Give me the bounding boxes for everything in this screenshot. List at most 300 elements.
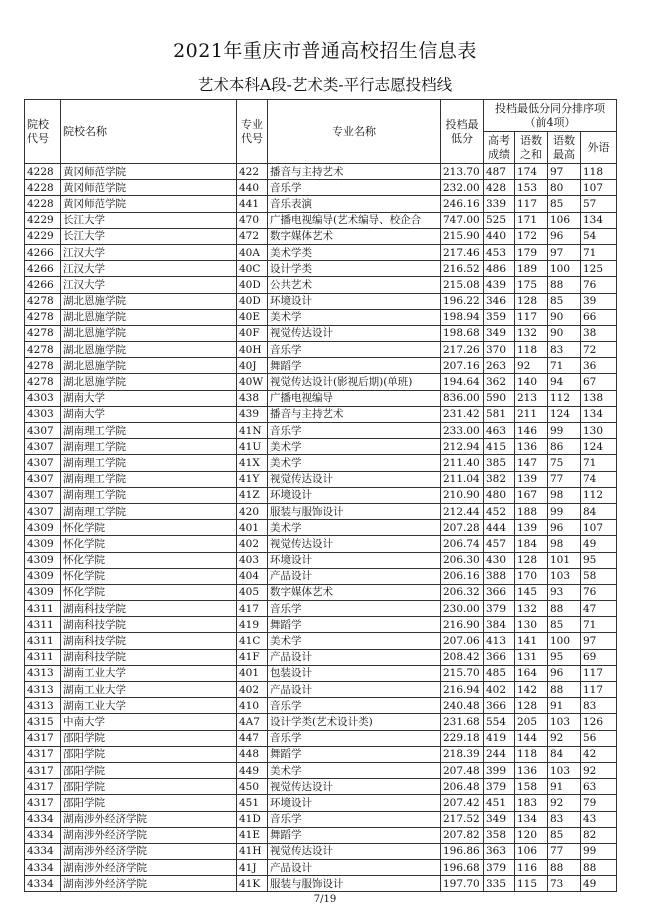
cell-gk: 402 (484, 682, 515, 698)
table-row (25, 746, 617, 762)
cell-school-code: 4229 (25, 212, 61, 228)
table-row (25, 520, 617, 536)
cell-yw-sum: 120 (515, 827, 548, 843)
cell-school-name: 怀化学院 (61, 520, 237, 536)
cell-min-score: 196.86 (441, 843, 484, 859)
cell-yw-max: 85 (548, 617, 581, 633)
cell-major-code: 417 (237, 601, 268, 617)
cell-school-name: 湖南涉外经济学院 (61, 827, 237, 843)
cell-school-code: 4317 (25, 762, 61, 778)
table-row (25, 714, 617, 730)
cell-yw-max: 75 (548, 455, 581, 471)
cell-wy: 97 (581, 633, 617, 649)
cell-gk: 346 (484, 293, 515, 309)
cell-school-name: 湖南理工学院 (61, 471, 237, 487)
cell-yw-sum: 142 (515, 682, 548, 698)
cell-min-score: 232.00 (441, 180, 484, 196)
table-row (25, 827, 617, 843)
cell-yw-sum: 164 (515, 665, 548, 681)
header-gk: 高考成绩 (484, 132, 515, 164)
cell-min-score: 215.70 (441, 665, 484, 681)
cell-major-code: 404 (237, 568, 268, 584)
cell-school-code: 4315 (25, 714, 61, 730)
cell-yw-sum: 213 (515, 390, 548, 406)
cell-school-name: 邵阳学院 (61, 779, 237, 795)
cell-major-name: 服装与服饰设计 (268, 876, 441, 892)
cell-school-code: 4228 (25, 164, 61, 180)
cell-min-score: 231.68 (441, 714, 484, 730)
cell-yw-max: 88 (548, 860, 581, 876)
cell-yw-sum: 117 (515, 196, 548, 212)
cell-yw-sum: 115 (515, 876, 548, 892)
cell-major-code: 40J (237, 358, 268, 374)
cell-major-code: 447 (237, 730, 268, 746)
cell-gk: 457 (484, 536, 515, 552)
cell-yw-max: 91 (548, 779, 581, 795)
cell-school-name: 湖南涉外经济学院 (61, 811, 237, 827)
cell-major-name: 设计学类(艺术设计类) (268, 714, 441, 730)
cell-school-code: 4307 (25, 439, 61, 455)
cell-major-code: 4A7 (237, 714, 268, 730)
cell-yw-sum: 128 (515, 293, 548, 309)
cell-yw-max: 106 (548, 212, 581, 228)
table-row (25, 876, 617, 892)
cell-gk: 415 (484, 439, 515, 455)
cell-major-name: 音乐学 (268, 423, 441, 439)
cell-min-score: 207.06 (441, 633, 484, 649)
cell-major-code: 472 (237, 228, 268, 244)
cell-min-score: 197.70 (441, 876, 484, 892)
cell-yw-sum: 146 (515, 423, 548, 439)
cell-major-code: 450 (237, 779, 268, 795)
cell-school-code: 4309 (25, 536, 61, 552)
cell-school-name: 湖南涉外经济学院 (61, 843, 237, 859)
cell-yw-sum: 184 (515, 536, 548, 552)
cell-major-code: 41F (237, 649, 268, 665)
cell-yw-max: 91 (548, 698, 581, 714)
cell-major-code: 41J (237, 860, 268, 876)
cell-major-name: 音乐学 (268, 601, 441, 617)
table-row (25, 455, 617, 471)
table-row (25, 196, 617, 212)
cell-wy: 54 (581, 228, 617, 244)
cell-gk: 385 (484, 455, 515, 471)
cell-major-code: 40F (237, 325, 268, 341)
cell-wy: 43 (581, 811, 617, 827)
cell-school-name: 怀化学院 (61, 584, 237, 600)
table-row (25, 860, 617, 876)
cell-school-name: 邵阳学院 (61, 762, 237, 778)
cell-yw-max: 73 (548, 876, 581, 892)
cell-school-name: 黄冈师范学院 (61, 164, 237, 180)
cell-school-name: 湖南大学 (61, 406, 237, 422)
cell-yw-sum: 134 (515, 811, 548, 827)
cell-wy: 49 (581, 536, 617, 552)
cell-yw-max: 92 (548, 730, 581, 746)
table-row (25, 503, 617, 519)
cell-wy: 42 (581, 746, 617, 762)
cell-yw-max: 94 (548, 374, 581, 390)
cell-gk: 366 (484, 584, 515, 600)
table-body (25, 164, 617, 892)
cell-major-name: 视觉传达设计 (268, 779, 441, 795)
page-title: 2021年重庆市普通高校招生信息表 (173, 40, 477, 62)
cell-major-name: 舞蹈学 (268, 358, 441, 374)
cell-school-name: 湖北恩施学院 (61, 358, 237, 374)
table-row (25, 228, 617, 244)
cell-major-name: 美术学 (268, 455, 441, 471)
cell-major-name: 美术学 (268, 309, 441, 325)
cell-wy: 49 (581, 876, 617, 892)
cell-major-code: 410 (237, 698, 268, 714)
table-row (25, 730, 617, 746)
cell-yw-max: 98 (548, 536, 581, 552)
cell-school-name: 湖南科技学院 (61, 649, 237, 665)
cell-min-score: 212.94 (441, 439, 484, 455)
page-subtitle: 艺术本科A段-艺术类-平行志愿投档线 (197, 76, 453, 94)
table-row (25, 471, 617, 487)
cell-wy: 66 (581, 309, 617, 325)
cell-school-code: 4307 (25, 455, 61, 471)
cell-school-code: 4317 (25, 795, 61, 811)
cell-yw-sum: 158 (515, 779, 548, 795)
cell-school-name: 湖北恩施学院 (61, 325, 237, 341)
table-row (25, 212, 617, 228)
cell-yw-sum: 139 (515, 520, 548, 536)
cell-major-name: 舞蹈学 (268, 617, 441, 633)
cell-gk: 366 (484, 649, 515, 665)
cell-major-code: 41U (237, 439, 268, 455)
table-row (25, 811, 617, 827)
cell-gk: 486 (484, 261, 515, 277)
cell-gk: 370 (484, 342, 515, 358)
cell-yw-max: 83 (548, 342, 581, 358)
cell-gk: 439 (484, 277, 515, 293)
cell-min-score: 229.18 (441, 730, 484, 746)
cell-wy: 57 (581, 196, 617, 212)
cell-wy: 125 (581, 261, 617, 277)
cell-school-code: 4313 (25, 682, 61, 698)
cell-min-score: 233.00 (441, 423, 484, 439)
cell-major-name: 产品设计 (268, 860, 441, 876)
cell-school-code: 4307 (25, 423, 61, 439)
cell-major-code: 41X (237, 455, 268, 471)
cell-yw-max: 71 (548, 358, 581, 374)
cell-major-name: 美术学类 (268, 244, 441, 260)
cell-major-code: 449 (237, 762, 268, 778)
cell-min-score: 196.68 (441, 860, 484, 876)
cell-yw-max: 84 (548, 746, 581, 762)
cell-min-score: 213.70 (441, 164, 484, 180)
cell-major-code: 448 (237, 746, 268, 762)
table-row (25, 390, 617, 406)
cell-yw-sum: 136 (515, 762, 548, 778)
cell-major-code: 403 (237, 552, 268, 568)
cell-gk: 485 (484, 665, 515, 681)
cell-school-name: 湖南科技学院 (61, 633, 237, 649)
cell-school-code: 4278 (25, 309, 61, 325)
cell-yw-sum: 116 (515, 860, 548, 876)
cell-wy: 82 (581, 827, 617, 843)
cell-school-name: 湖南理工学院 (61, 439, 237, 455)
cell-gk: 379 (484, 601, 515, 617)
cell-gk: 263 (484, 358, 515, 374)
cell-school-code: 4266 (25, 277, 61, 293)
cell-yw-sum: 118 (515, 342, 548, 358)
cell-yw-max: 88 (548, 601, 581, 617)
cell-gk: 452 (484, 503, 515, 519)
cell-gk: 525 (484, 212, 515, 228)
cell-major-name: 公共艺术 (268, 277, 441, 293)
cell-yw-max: 96 (548, 665, 581, 681)
cell-min-score: 216.52 (441, 261, 484, 277)
cell-wy: 126 (581, 714, 617, 730)
cell-school-name: 湖南理工学院 (61, 503, 237, 519)
cell-gk: 430 (484, 552, 515, 568)
cell-major-name: 美术学 (268, 520, 441, 536)
cell-yw-sum: 145 (515, 584, 548, 600)
cell-min-score: 216.94 (441, 682, 484, 698)
cell-yw-sum: 179 (515, 244, 548, 260)
cell-gk: 453 (484, 244, 515, 260)
cell-school-code: 4334 (25, 860, 61, 876)
cell-yw-max: 103 (548, 762, 581, 778)
cell-major-code: 40W (237, 374, 268, 390)
table-row (25, 536, 617, 552)
cell-school-name: 湖北恩施学院 (61, 293, 237, 309)
cell-yw-max: 98 (548, 487, 581, 503)
cell-school-code: 4313 (25, 665, 61, 681)
cell-yw-sum: 211 (515, 406, 548, 422)
table-row (25, 244, 617, 260)
cell-yw-sum: 172 (515, 228, 548, 244)
cell-yw-sum: 128 (515, 698, 548, 714)
cell-major-code: 439 (237, 406, 268, 422)
cell-wy: 79 (581, 795, 617, 811)
header-school-code: 院校代号 (25, 100, 61, 164)
cell-yw-sum: 189 (515, 261, 548, 277)
cell-yw-sum: 188 (515, 503, 548, 519)
cell-min-score: 215.90 (441, 228, 484, 244)
cell-major-code: 40D (237, 293, 268, 309)
cell-yw-sum: 170 (515, 568, 548, 584)
table-row (25, 779, 617, 795)
cell-major-name: 广播电视编导 (268, 390, 441, 406)
cell-gk: 359 (484, 309, 515, 325)
cell-major-code: 422 (237, 164, 268, 180)
table-row (25, 843, 617, 859)
cell-min-score: 217.46 (441, 244, 484, 260)
table-row (25, 277, 617, 293)
cell-school-code: 4266 (25, 244, 61, 260)
cell-major-name: 设计学类 (268, 261, 441, 277)
table-row (25, 164, 617, 180)
cell-major-code: 401 (237, 520, 268, 536)
cell-school-name: 湖北恩施学院 (61, 309, 237, 325)
cell-school-code: 4278 (25, 293, 61, 309)
cell-min-score: 212.44 (441, 503, 484, 519)
cell-gk: 413 (484, 633, 515, 649)
cell-min-score: 230.00 (441, 601, 484, 617)
cell-wy: 47 (581, 601, 617, 617)
table-row (25, 682, 617, 698)
cell-major-name: 环境设计 (268, 487, 441, 503)
cell-major-name: 产品设计 (268, 568, 441, 584)
cell-min-score: 194.64 (441, 374, 484, 390)
table-row (25, 698, 617, 714)
cell-major-code: 41D (237, 811, 268, 827)
cell-yw-sum: 92 (515, 358, 548, 374)
cell-min-score: 207.28 (441, 520, 484, 536)
cell-yw-sum: 132 (515, 601, 548, 617)
cell-school-code: 4317 (25, 730, 61, 746)
cell-major-code: 41K (237, 876, 268, 892)
cell-yw-sum: 153 (515, 180, 548, 196)
cell-school-code: 4229 (25, 228, 61, 244)
cell-school-name: 湖南涉外经济学院 (61, 876, 237, 892)
cell-major-name: 视觉传达设计(影视后期)(单班) (268, 374, 441, 390)
cell-wy: 74 (581, 471, 617, 487)
cell-school-name: 湖南涉外经济学院 (61, 860, 237, 876)
cell-gk: 444 (484, 520, 515, 536)
cell-school-code: 4309 (25, 584, 61, 600)
cell-yw-sum: 139 (515, 471, 548, 487)
cell-yw-max: 96 (548, 228, 581, 244)
cell-yw-max: 92 (548, 795, 581, 811)
cell-min-score: 210.90 (441, 487, 484, 503)
cell-wy: 56 (581, 730, 617, 746)
table-row (25, 261, 617, 277)
cell-major-name: 环境设计 (268, 293, 441, 309)
cell-school-code: 4303 (25, 406, 61, 422)
header-yw-sum: 语数之和 (515, 132, 548, 164)
cell-school-name: 湖南理工学院 (61, 455, 237, 471)
cell-major-name: 音乐学 (268, 811, 441, 827)
cell-yw-max: 95 (548, 649, 581, 665)
cell-major-name: 服装与服饰设计 (268, 503, 441, 519)
cell-yw-max: 80 (548, 180, 581, 196)
cell-major-code: 40D (237, 277, 268, 293)
cell-min-score: 217.52 (441, 811, 484, 827)
cell-major-name: 美术学 (268, 633, 441, 649)
table-row (25, 439, 617, 455)
table-row (25, 180, 617, 196)
cell-wy: 83 (581, 698, 617, 714)
cell-gk: 440 (484, 228, 515, 244)
cell-major-code: 41N (237, 423, 268, 439)
cell-major-code: 41Z (237, 487, 268, 503)
cell-school-code: 4334 (25, 827, 61, 843)
cell-gk: 463 (484, 423, 515, 439)
cell-wy: 58 (581, 568, 617, 584)
cell-min-score: 217.26 (441, 342, 484, 358)
cell-yw-max: 93 (548, 584, 581, 600)
cell-gk: 388 (484, 568, 515, 584)
cell-gk: 382 (484, 471, 515, 487)
cell-wy: 134 (581, 406, 617, 422)
table-row (25, 568, 617, 584)
cell-major-name: 播音与主持艺术 (268, 406, 441, 422)
cell-gk: 349 (484, 325, 515, 341)
cell-wy: 71 (581, 244, 617, 260)
cell-wy: 92 (581, 762, 617, 778)
cell-school-code: 4307 (25, 503, 61, 519)
table-row (25, 633, 617, 649)
cell-yw-max: 100 (548, 633, 581, 649)
cell-yw-sum: 175 (515, 277, 548, 293)
cell-wy: 67 (581, 374, 617, 390)
cell-wy: 107 (581, 180, 617, 196)
cell-major-code: 419 (237, 617, 268, 633)
cell-school-code: 4266 (25, 261, 61, 277)
cell-min-score: 218.39 (441, 746, 484, 762)
cell-school-code: 4311 (25, 601, 61, 617)
cell-yw-max: 85 (548, 827, 581, 843)
cell-wy: 118 (581, 164, 617, 180)
table-row (25, 795, 617, 811)
cell-min-score: 206.30 (441, 552, 484, 568)
cell-gk: 554 (484, 714, 515, 730)
cell-school-code: 4278 (25, 342, 61, 358)
cell-school-code: 4334 (25, 876, 61, 892)
cell-wy: 112 (581, 487, 617, 503)
header-major-name: 专业名称 (268, 100, 441, 164)
cell-min-score: 207.82 (441, 827, 484, 843)
cell-gk: 399 (484, 762, 515, 778)
cell-school-name: 湖南工业大学 (61, 682, 237, 698)
cell-school-name: 湖南工业大学 (61, 698, 237, 714)
table-row (25, 665, 617, 681)
cell-school-name: 怀化学院 (61, 552, 237, 568)
cell-school-name: 湖北恩施学院 (61, 342, 237, 358)
cell-yw-sum: 118 (515, 746, 548, 762)
cell-school-code: 4317 (25, 746, 61, 762)
cell-major-name: 音乐学 (268, 180, 441, 196)
cell-wy: 84 (581, 503, 617, 519)
cell-major-code: 40H (237, 342, 268, 358)
table-row (25, 374, 617, 390)
cell-wy: 36 (581, 358, 617, 374)
cell-major-name: 视觉传达设计 (268, 843, 441, 859)
cell-yw-sum: 117 (515, 309, 548, 325)
cell-school-name: 湖南理工学院 (61, 487, 237, 503)
cell-school-code: 4334 (25, 811, 61, 827)
cell-yw-sum: 136 (515, 439, 548, 455)
cell-major-code: 40C (237, 261, 268, 277)
cell-min-score: 211.04 (441, 471, 484, 487)
cell-yw-sum: 174 (515, 164, 548, 180)
cell-major-code: 41E (237, 827, 268, 843)
cell-school-name: 怀化学院 (61, 536, 237, 552)
table-row (25, 342, 617, 358)
cell-min-score: 216.90 (441, 617, 484, 633)
table-row (25, 601, 617, 617)
table-row (25, 406, 617, 422)
cell-yw-sum: 141 (515, 633, 548, 649)
cell-gk: 363 (484, 843, 515, 859)
cell-major-code: 405 (237, 584, 268, 600)
cell-min-score: 836.00 (441, 390, 484, 406)
cell-wy: 130 (581, 423, 617, 439)
table-row (25, 358, 617, 374)
table-row (25, 293, 617, 309)
cell-school-code: 4278 (25, 374, 61, 390)
cell-gk: 358 (484, 827, 515, 843)
table-row (25, 584, 617, 600)
cell-school-name: 江汉大学 (61, 244, 237, 260)
cell-yw-max: 100 (548, 261, 581, 277)
cell-min-score: 198.68 (441, 325, 484, 341)
